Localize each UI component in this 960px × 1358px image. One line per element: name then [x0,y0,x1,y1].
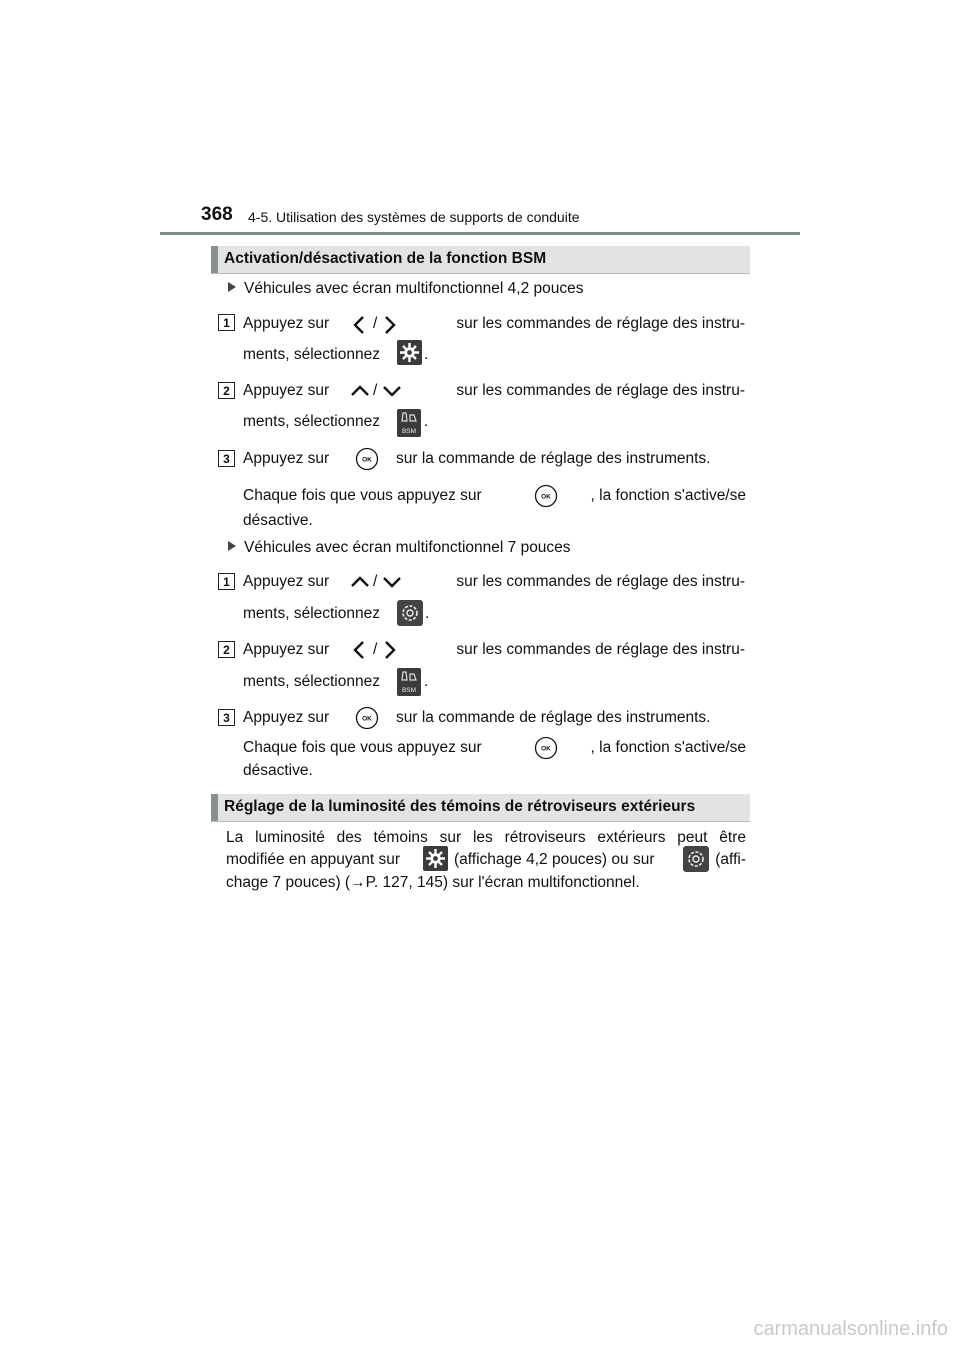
svg-text:OK: OK [362,456,372,464]
subheading-7 [228,539,571,557]
step-text: Appuyez sur [243,709,330,726]
ok-button-icon [355,706,379,730]
subheading-text: Véhicules avec écran multifonctionnel 7 pouces [244,539,571,556]
step-number: 2 [218,382,235,399]
watermark: carmanualsonline.info [753,1318,948,1340]
page-number: 368 [201,204,233,225]
step-text-cont: sur la commande de réglage des instruments. [396,709,711,726]
banner-underline [211,821,750,822]
chevron-down-icon [382,384,402,398]
paragraph-line: chage 7 pouces) (→P. 127, 145) sur l'écran multifonctionnel. [226,874,640,891]
step-line [243,672,745,692]
note-text-cont: , la fonction s'active/se [590,487,746,504]
chevron-left-icon [352,315,366,335]
step-text-cont: sur les commandes de réglage des instru- [456,382,745,399]
gear-settings-icon [423,846,448,871]
step-text: ments, sélectionnez [243,413,380,430]
step-line [243,412,745,432]
header-rule [160,232,800,235]
step-text: Appuyez sur [243,573,330,590]
section-banner-brightness [211,794,750,821]
step-text-cont: sur les commandes de réglage des instru- [456,641,745,658]
bsm-icon [397,409,421,437]
slash-text: / [373,641,378,658]
step-text-cont: sur les commandes de réglage des instru- [456,573,745,590]
step-text: ments, sélectionnez [243,673,380,690]
chevron-left-icon [352,640,366,660]
banner-bar [211,246,218,273]
slash-text: / [373,382,378,399]
bsm-icon [397,668,421,696]
note-text: Chaque fois que vous appuyez sur [243,739,482,756]
step-end: . [425,605,430,622]
triangle-bullet-icon [228,541,236,551]
note-line: désactive. [243,762,313,779]
step-end: . [424,413,429,430]
paragraph-line: modifiée en appuyant sur [226,851,401,868]
banner-underline [211,273,750,274]
slash-text: / [373,315,378,332]
step-number: 3 [218,709,235,726]
svg-text:OK: OK [541,745,551,753]
ok-button-icon [534,484,558,508]
step-end: . [424,346,429,363]
step-number: 3 [218,450,235,467]
section-header: 4-5. Utilisation des systèmes de supports de conduite [248,209,580,225]
triangle-bullet-icon [228,282,236,292]
step-text: Appuyez sur [243,641,330,658]
gear-settings-icon [397,340,422,365]
subheading-text: Véhicules avec écran multifonctionnel 4,2 pouces [244,280,584,297]
subheading-42 [228,280,583,298]
step-text: Appuyez sur [243,450,330,467]
chevron-down-icon [382,575,402,589]
ok-button-icon [355,447,379,471]
step-line [243,604,745,624]
step-text: ments, sélectionnez [243,605,380,622]
paragraph-line: (affi- [715,851,746,868]
note-text: Chaque fois que vous appuyez sur [243,487,482,504]
chevron-right-icon [383,640,397,660]
step-number: 2 [218,641,235,658]
step-text-cont: sur les commandes de réglage des instru- [456,315,745,332]
paragraph-line: (affichage 4,2 pouces) ou sur [454,851,655,868]
svg-text:BSM: BSM [401,428,417,435]
step-text: ments, sélectionnez [243,346,380,363]
step-number: 1 [218,314,235,331]
step-text-cont: sur la commande de réglage des instruments. [396,450,711,467]
section-title: Activation/désactivation de la fonction BSM [224,250,547,267]
chevron-up-icon [350,575,370,589]
paragraph-line: La luminosité des témoins sur les rétroviseurs extérieurs peut être [226,829,746,846]
step-end: . [424,673,429,690]
note-text-cont: , la fonction s'active/se [590,739,746,756]
gear-settings-icon [683,846,709,872]
section-title: Réglage de la luminosité des témoins de rétroviseurs extérieurs [224,798,696,815]
ok-button-icon [534,736,558,760]
slash-text: / [373,573,378,590]
svg-text:OK: OK [362,715,372,723]
gear-settings-icon [397,600,423,626]
step-text: Appuyez sur [243,382,330,399]
step-number: 1 [218,573,235,590]
section-banner-bsm [211,246,750,273]
chevron-up-icon [350,384,370,398]
banner-bar [211,794,218,821]
svg-text:OK: OK [541,493,551,501]
step-text: Appuyez sur [243,315,330,332]
chevron-right-icon [383,315,397,335]
note-line: désactive. [243,512,313,529]
svg-text:BSM: BSM [401,687,417,694]
step-line [243,345,745,365]
